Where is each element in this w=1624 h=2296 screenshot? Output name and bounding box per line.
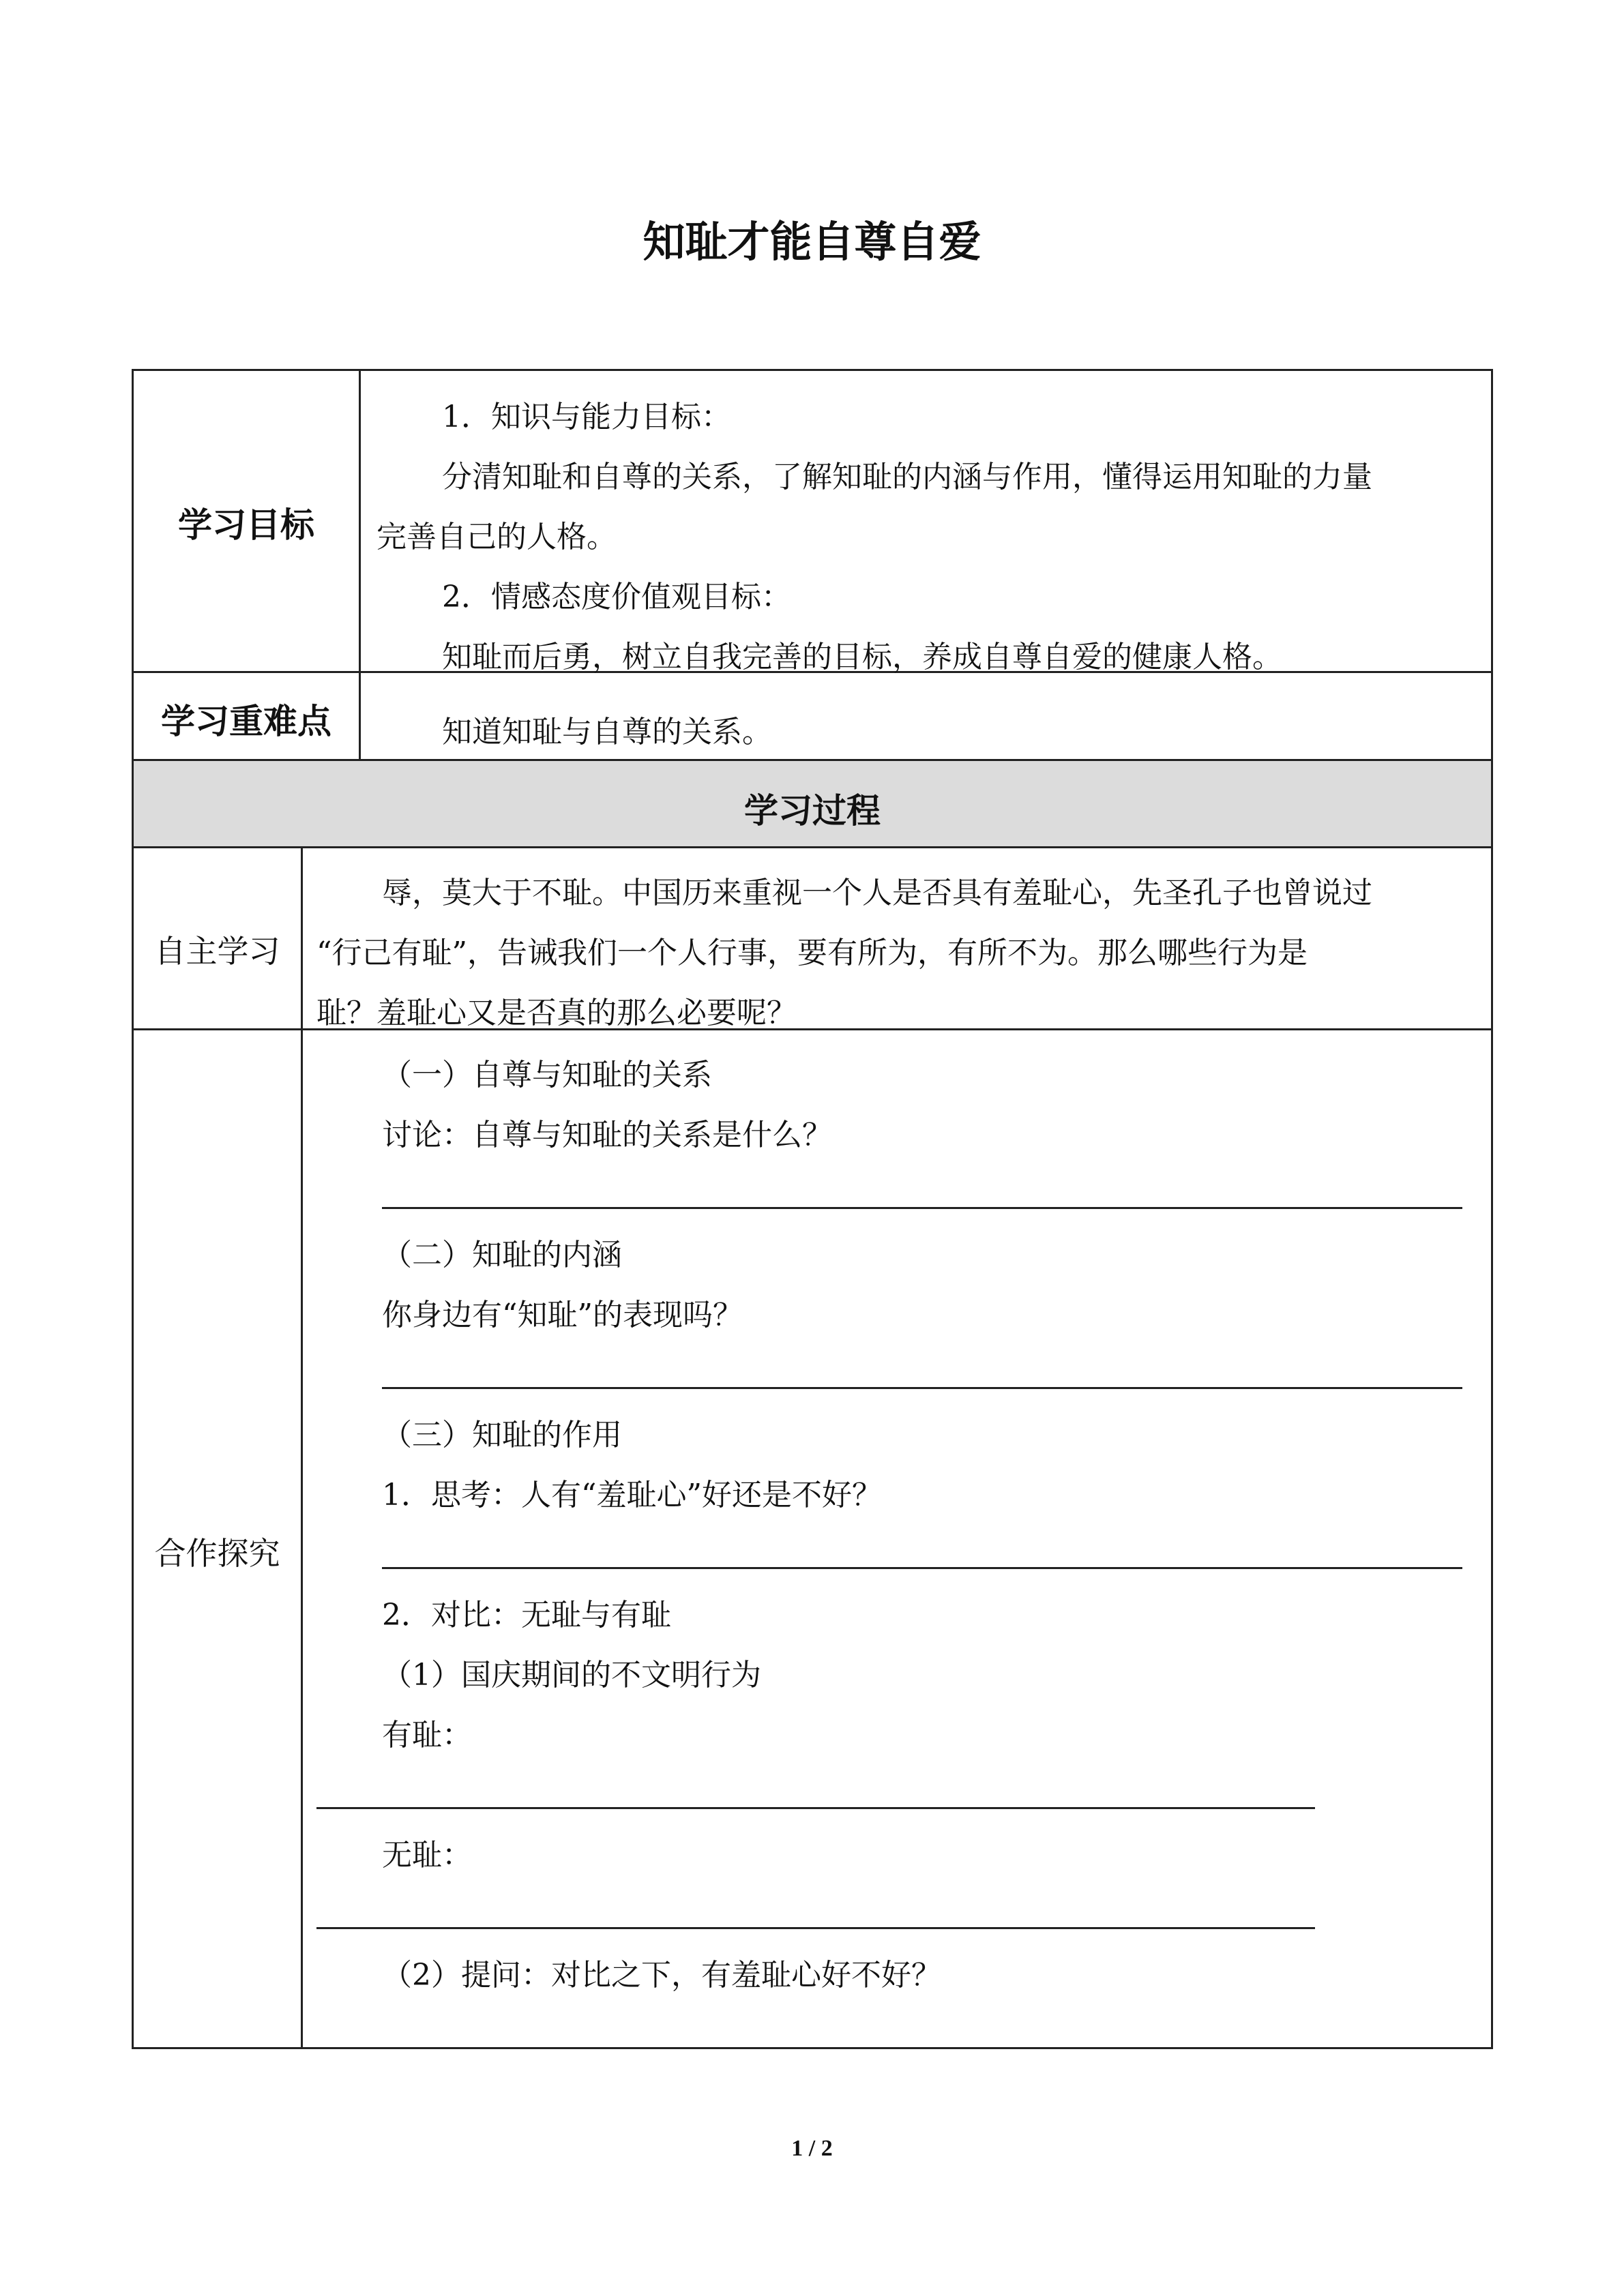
compare-heading: 2．对比：无耻与有耻: [382, 1598, 671, 1632]
self-study-label: 自主学习: [154, 933, 280, 970]
answer-line[interactable]: [316, 1927, 1315, 1929]
shame-label: 有耻：: [382, 1718, 472, 1753]
compare-subheading: （1）国庆期间的不文明行为: [382, 1658, 761, 1693]
answer-line[interactable]: [382, 1387, 1462, 1389]
goals-label: 学习目标: [178, 505, 314, 545]
self-study-line-3: 耻？羞耻心又是否真的那么必要呢？: [316, 996, 797, 1030]
section-2-heading: （二）知耻的内涵: [382, 1238, 622, 1272]
process-header: 学习过程: [744, 791, 881, 831]
final-question: （2）提问：对比之下，有羞耻心好不好？: [382, 1958, 941, 1993]
answer-line[interactable]: [382, 2047, 1462, 2049]
table-border-right: [1491, 369, 1493, 2049]
think-question: 1．思考：人有“羞耻心”好还是不好？: [382, 1478, 882, 1512]
goals-line-2: 分清知耻和自尊的关系，了解知耻的内涵与作用，懂得运用知耻的力量: [442, 460, 1372, 494]
section-3-heading: （三）知耻的作用: [382, 1418, 622, 1452]
page-title: 知耻才能自尊自爱: [643, 217, 981, 267]
answer-line[interactable]: [382, 1567, 1462, 1569]
shameless-label: 无耻：: [382, 1838, 472, 1873]
answer-line[interactable]: [316, 1807, 1315, 1809]
col-divider-lower: [301, 846, 303, 2049]
self-study-line-2: “行己有耻”，告诫我们一个人行事，要有所为，有所不为。那么哪些行为是: [316, 936, 1308, 970]
section-1-heading: （一）自尊与知耻的关系: [382, 1058, 712, 1092]
goals-line-5: 知耻而后勇，树立自我完善的目标，养成自尊自爱的健康人格。: [442, 640, 1282, 674]
section-2-question: 你身边有“知耻”的表现吗？: [382, 1298, 743, 1332]
table-border-top: [132, 369, 1493, 371]
table-border-left: [132, 369, 134, 2049]
table-row-divider-process: [132, 846, 1493, 848]
key-points-text: 知道知耻与自尊的关系。: [442, 715, 772, 749]
col-divider-upper: [359, 369, 361, 761]
goals-line-3: 完善自己的人格。: [377, 520, 617, 554]
answer-line[interactable]: [382, 1207, 1462, 1209]
goals-line-1: 1．知识与能力目标：: [442, 400, 731, 434]
page-number: 1 / 2: [791, 2136, 833, 2161]
key-points-label: 学习重难点: [161, 702, 331, 741]
discussion-question: 讨论：自尊与知耻的关系是什么？: [382, 1118, 832, 1152]
goals-line-4: 2．情感态度价值观目标：: [442, 580, 791, 614]
self-study-line-1: 辱，莫大于不耻。中国历来重视一个人是否具有羞耻心，先圣孔子也曾说过: [382, 876, 1372, 910]
cooperation-label: 合作探究: [154, 1535, 280, 1572]
